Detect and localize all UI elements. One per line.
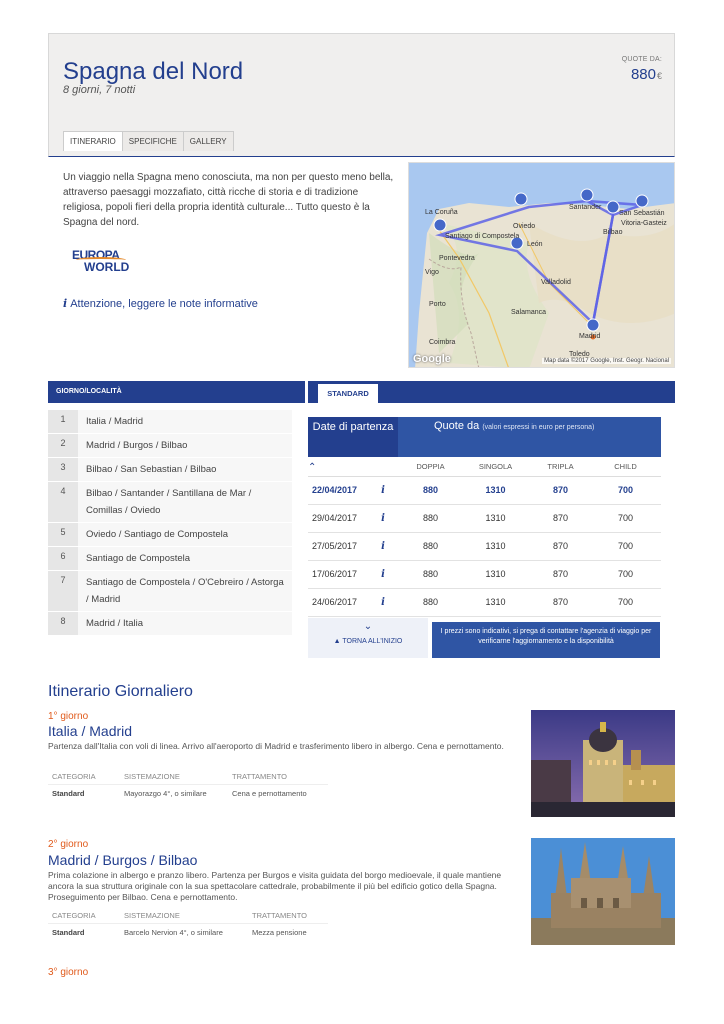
logo-text-bottom: WORLD — [84, 260, 130, 274]
price-table — [308, 417, 661, 617]
google-logo: Google — [413, 353, 451, 365]
day-row: 3 Bilbao / San Sebastian / Bilbao — [48, 458, 292, 482]
back-to-top-button[interactable] — [308, 618, 428, 658]
back-to-top-label: TORNA ALL'INIZIO — [342, 638, 403, 645]
day-row: 5 Oviedo / Santiago de Compostela — [48, 523, 292, 547]
price-disclaimer: I prezzi sono indicativi, si prega di contattare l'agenzia di viaggio per verificarne l'aggiornamento e la disponibilità — [432, 622, 660, 658]
map-label-valladolid: Valladolid — [541, 279, 571, 286]
map-label-san-sebastian: San Sebastián — [619, 210, 665, 217]
trip-header — [48, 33, 675, 157]
day-row: 2 Madrid / Burgos / Bilbao — [48, 434, 292, 458]
price-footer — [308, 618, 660, 658]
info-icon[interactable]: i — [381, 485, 385, 496]
europa-world-logo — [72, 248, 136, 276]
day-description: Prima colazione in albergo e pranzo libero. Partenza per Burgos e visita guidata del borgo medioevale, il quale mantiene ancora la sua struttura originale con la sua spettacolare cattedrale, probabilmente il più bel edificio gotico della Spagna. Proseguimento per Bilbao. Cena e pernottamento. — [48, 870, 502, 902]
map-label-leon: León — [527, 241, 543, 248]
quote-header: Quote da (valori espressi in euro per persona) — [398, 417, 661, 457]
scroll-up-chevron-icon[interactable]: ⌃ — [308, 462, 317, 473]
treatment-value: Mezza pensione — [252, 928, 307, 937]
price-row[interactable]: 27/05/2017 i 880 1310 870 700 — [308, 533, 661, 561]
day-accommodation-table — [48, 908, 328, 940]
trip-duration: 8 giorni, 7 notti — [63, 84, 136, 96]
day-row: 1 Italia / Madrid — [48, 410, 292, 434]
map-label-oviedo: Oviedo — [513, 223, 536, 230]
up-triangle-icon: ▲ — [333, 638, 341, 645]
day-label: 3° giorno — [48, 967, 89, 978]
tab-gallery[interactable]: GALLERY — [183, 131, 234, 151]
days-list — [48, 410, 292, 636]
day-accommodation-table — [48, 769, 328, 801]
tab-itinerario[interactable]: ITINERARIO — [63, 131, 123, 151]
currency-symbol: € — [656, 71, 662, 81]
burgos-cathedral-photo — [531, 838, 675, 945]
col-category: CATEGORIA — [52, 772, 96, 781]
tab-specifiche[interactable]: SPECIFICHE — [122, 131, 184, 151]
map-label-madrid: Madrid — [579, 333, 601, 340]
day-row: 4 Bilbao / Santander / Santillana de Mar / Comillas / Oviedo — [48, 482, 292, 523]
info-icon[interactable]: i — [381, 541, 385, 552]
map-canvas — [409, 163, 675, 368]
info-icon[interactable]: i — [381, 569, 385, 580]
price-row[interactable]: 22/04/2017 i 880 1310 870 700 — [308, 477, 661, 505]
itinerary-title: Itinerario Giornaliero — [48, 683, 193, 700]
day-label: 2° giorno — [48, 839, 89, 850]
category-value: Standard — [52, 928, 85, 937]
map-label-vigo: Vigo — [425, 269, 439, 276]
price-row[interactable]: 29/04/2017 i 880 1310 870 700 — [308, 505, 661, 533]
col-treatment: TRATTAMENTO — [232, 772, 287, 781]
map-credit: Map data ©2017 Google, Inst. Geogr. Nacional — [544, 358, 669, 364]
scroll-down-chevron-icon[interactable]: ⌄ — [363, 621, 373, 632]
col-child: CHILD — [614, 462, 637, 471]
map-label-salamanca: Salamanca — [511, 309, 547, 316]
accommodation-value: Mayorazgo 4°, o similare — [124, 789, 207, 798]
map-label-la-coruna: La Coruña — [425, 209, 458, 216]
day-label: 1° giorno — [48, 711, 89, 722]
map-label-pontevedra: Pontevedra — [439, 255, 475, 262]
day-row: 7 Santiago de Compostela / O'Cebreiro / Astorga / Madrid — [48, 571, 292, 612]
tab-bar — [63, 131, 233, 151]
info-notice-label: Attenzione, leggere le note informative — [70, 298, 258, 310]
col-treatment: TRATTAMENTO — [252, 911, 307, 920]
map-label-coimbra: Coimbra — [429, 339, 456, 346]
info-icon[interactable]: i — [381, 513, 385, 524]
logo-text-top: EUROPA — [72, 248, 120, 262]
intro-text: Un viaggio nella Spagna meno conosciuta, ma non per questo meno bella, attraverso paesaggi mozzafiato, città ricche di storia e di tradizione religiosa, popoli fieri della propria identità culturale... Tutto questo è la Spagna del nord. — [63, 172, 394, 228]
col-accommodation: SISTEMAZIONE — [124, 911, 180, 920]
day-description: Partenza dall'Italia con voli di linea. Arrivo all'aeroporto di Madrid e trasferimento libero in albergo. Cena e pernottamento. — [48, 741, 504, 751]
day-row: 6 Santiago de Compostela — [48, 547, 292, 571]
map-label-vitoria: Vitoria-Gasteiz — [621, 220, 667, 227]
treatment-value: Cena e pernottamento — [232, 789, 307, 798]
route-map[interactable] — [408, 162, 675, 368]
col-accommodation: SISTEMAZIONE — [124, 772, 180, 781]
col-singola: SINGOLA — [478, 462, 513, 471]
map-label-santiago: Santiago di Compostela — [445, 233, 520, 240]
quote-price — [631, 66, 662, 83]
map-label-toledo: Toledo — [569, 351, 590, 358]
date-header: Date di partenza — [308, 417, 398, 457]
quote-label: QUOTE DA: — [621, 56, 662, 63]
info-icon[interactable]: i — [381, 597, 385, 608]
col-category: CATEGORIA — [52, 911, 96, 920]
page-title: Spagna del Nord — [63, 58, 244, 85]
accommodation-value: Barcelo Nervion 4°, o similare — [124, 928, 223, 937]
price-row[interactable]: 24/06/2017 i 880 1310 870 700 — [308, 589, 661, 617]
price-row[interactable]: 17/06/2017 i 880 1310 870 700 — [308, 561, 661, 589]
quote-value: 880 — [630, 66, 656, 83]
map-label-bilbao: Bilbao — [603, 229, 623, 236]
days-header: GIORNO/LOCALITÀ — [48, 381, 305, 403]
category-value: Standard — [52, 789, 85, 798]
col-doppia: DOPPIA — [416, 462, 445, 471]
info-notice-link[interactable] — [63, 297, 258, 310]
day-title: Italia / Madrid — [48, 723, 133, 739]
price-columns — [308, 457, 661, 477]
day-row: 8 Madrid / Italia — [48, 612, 292, 636]
tab-standard[interactable]: STANDARD — [318, 384, 378, 403]
map-label-santander: Santander — [569, 204, 602, 211]
day-title: Madrid / Burgos / Bilbao — [48, 852, 198, 868]
col-tripla: TRIPLA — [547, 462, 574, 471]
info-icon: i — [63, 297, 68, 310]
madrid-photo — [531, 710, 675, 817]
map-label-porto: Porto — [429, 301, 446, 308]
